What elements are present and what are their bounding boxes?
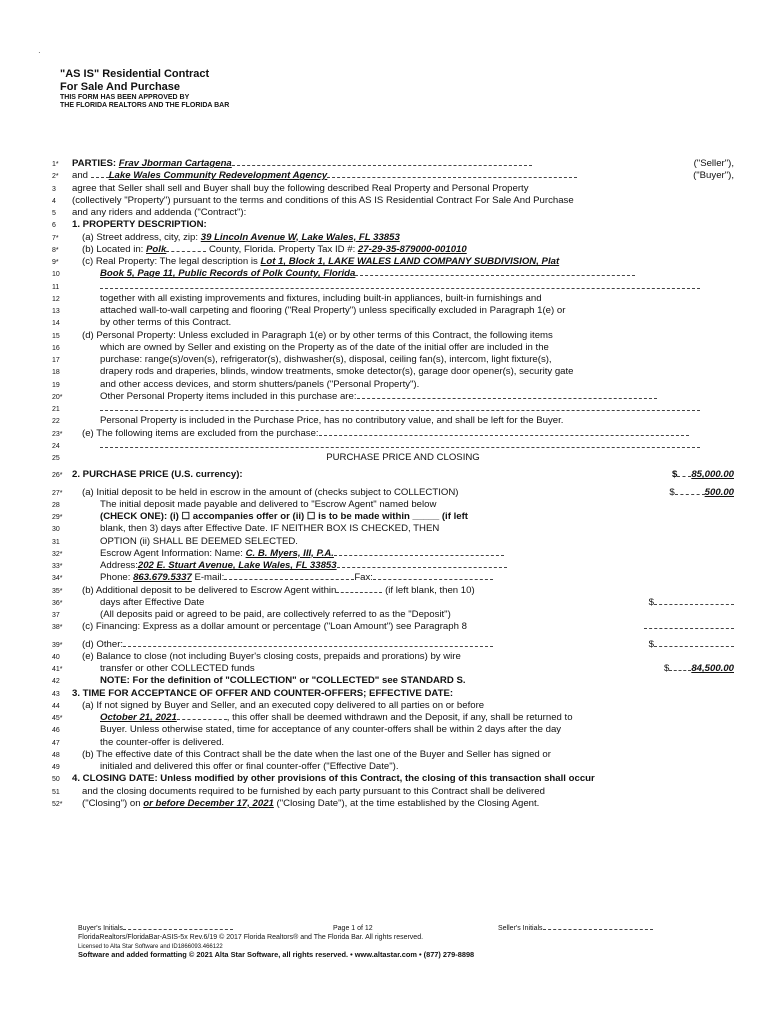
escrow-agent-phone[interactable]: 863.679.5337 (133, 572, 192, 584)
line-23: 23* (e) The following items are excluded from the purchase: (52, 428, 734, 440)
page-footer (78, 925, 698, 960)
software-notice: Software and added formatting © 2021 Alta Star Software, all rights reserved. • www.altastar.com • (877) 279-8898 (78, 950, 475, 959)
line-42: 42 NOTE: For the definition of "COLLECTION" or "COLLECTED" see STANDARD S. (52, 675, 466, 687)
offer-deadline[interactable]: October 21, 2021 (100, 712, 177, 723)
street-address[interactable]: 39 Lincoln Avenue W, Lake Wales, FL 33853 (200, 231, 400, 243)
line-15: 15 (d) Personal Property: Unless excluded in Paragraph 1(e) or by other terms of this Contract, the following items (52, 329, 553, 341)
line-52: 52* ("Closing") on or before December 17, 2021 ("Closing Date"), at the time established by the Closing Agent. (52, 797, 540, 809)
approval-line-2: THE FLORIDA REALTORS AND THE FLORIDA BAR (60, 102, 230, 109)
line-36: 36* days after Effective Date $ (52, 597, 734, 609)
line-13: 13 attached wall-to-wall carpeting and flooring ("Real Property") unless specifically excluded in Paragraph 1(e) or (52, 305, 566, 316)
line-49: 49 initialed and delivered this offer or final counter-offer ("Effective Date"). (52, 761, 399, 772)
line-40: 40 (e) Balance to close (not including Buyer's closing costs, prepaids and prorations) by wire (52, 650, 461, 662)
initial-deposit[interactable]: 500.00 (704, 486, 734, 498)
line-31: 31 OPTION (ii) SHALL BE DEEMED SELECTED. (52, 535, 298, 547)
line-5: 5 and any riders and addenda ("Contract"): (52, 207, 247, 218)
line-20: 20* Other Personal Property items included in this purchase are: (52, 391, 734, 403)
escrow-agent-name[interactable]: C. B. Myers, III, P.A. (245, 547, 334, 559)
legal-description-cont[interactable]: Book 5, Page 11, Public Records of Polk County, Florida (100, 268, 356, 280)
line-7: 7* (a) Street address, city, zip: 39 Lincoln Avenue W, Lake Wales, FL 33853 (52, 231, 400, 243)
line-34: 34* Phone: 863.679.5337 E-mail: Fax: (52, 572, 734, 584)
line-6: 6 1. PROPERTY DESCRIPTION: (52, 219, 734, 231)
line-21: 21 (52, 403, 734, 415)
closing-date[interactable]: or before December 17, 2021 (143, 797, 274, 809)
line-32: 32* Escrow Agent Information: Name: C. B. Myers, III, P.A. (52, 548, 734, 560)
form-subtitle: For Sale And Purchase (60, 81, 181, 93)
line-14: 14 by other terms of this Contract. (52, 317, 232, 329)
section-4-heading: 4. CLOSING DATE: Unless modified by other provisions of this Contract, the closing of this transaction shall occur (72, 773, 595, 785)
form-title: "AS IS" Residential Contract (60, 68, 210, 80)
line-3: 3 agree that Seller shall sell and Buyer shall buy the following described Real Property and Personal Property (52, 182, 529, 194)
line-2: 2* and Lake Wales Community Redevelopment Agency ("Buyer"), (52, 170, 734, 182)
form-revision: FloridaRealtors/FloridaBar-ASIS-5x Rev.6/19 © 2017 Florida Realtors® and The Florida Bar. All rights reserved. (78, 934, 424, 941)
purchase-price-heading: PURCHASE PRICE AND CLOSING (326, 452, 480, 463)
line-26: 26* 2. PURCHASE PRICE (U.S. currency): $ 85,000.00 (52, 469, 734, 481)
line-11: 11 (52, 281, 734, 293)
county[interactable]: Polk (146, 243, 167, 255)
line-9: 9* (c) Real Property: The legal description is Lot 1, Block 1, LAKE WALES LAND COMPANY SUBDIVISION, Plat (52, 256, 560, 267)
line-48: 48 (b) The effective date of this Contract shall be the date when the last one of the Buyer and Seller has signed or (52, 748, 551, 760)
line-51: 51 and the closing documents required to be furnished by each party pursuant to this Contract shall be delivered (52, 785, 545, 797)
line-47: 47 the counter-offer is delivered. (52, 736, 225, 748)
tax-id[interactable]: 27-29-35-879000-001010 (357, 243, 467, 255)
line-39: 39* (d) Other: $ (52, 639, 734, 651)
scan-mark: · (38, 48, 41, 57)
line-33: 33* Address:202 E. Stuart Avenue, Lake Wales, FL 33853 (52, 560, 734, 572)
deposit-check-options[interactable]: (CHECK ONE): (i) ☐ accompanies offer or (ii) ☐ is to be made within _____ (if left (100, 511, 468, 522)
buyer-name[interactable]: Lake Wales Community Redevelopment Agency (108, 170, 328, 182)
license-line: Licensed to Alta Star Software and ID1866093.466122 (78, 943, 223, 950)
balance-to-close[interactable]: 84,500.00 (691, 663, 734, 674)
line-25: 25 PURCHASE PRICE AND CLOSING (52, 452, 734, 464)
line-16: 16 which are owned by Seller and existing on the Property as of the date of the initial offer are included in the (52, 341, 549, 353)
line-29: 29* (CHECK ONE): (i) ☐ accompanies offer or (ii) ☐ is to be made within _____ (if left (52, 511, 734, 523)
legal-description[interactable]: Lot 1, Block 1, LAKE WALES LAND COMPANY SUBDIVISION, Plat (260, 256, 560, 267)
line-38: 38* (c) Financing: Express as a dollar amount or percentage ("Loan Amount") see Paragraph 8 (52, 621, 734, 633)
line-27: 27* (a) Initial deposit to be held in escrow in the amount of (checks subject to COLLECTION) $ 500.00 (52, 486, 734, 498)
line-10: 10 Book 5, Page 11, Public Records of Polk County, Florida (52, 268, 734, 280)
line-24: 24 (52, 440, 734, 452)
seller-name[interactable]: Frav Jborman Cartagena (118, 158, 232, 169)
line-35: 35* (b) Additional deposit to be delivered to Escrow Agent within (if left blank, then 10) (52, 584, 475, 596)
line-22: 22 Personal Property is included in the Purchase Price, has no contributory value, and shall be left for the Buyer. (52, 415, 564, 427)
line-44: 44 (a) If not signed by Buyer and Seller, and an executed copy delivered to all parties on or before (52, 699, 485, 711)
line-37: 37 (All deposits paid or agreed to be paid, are collectively referred to as the "Deposit") (52, 609, 451, 620)
line-41: 41* transfer or other COLLECTED funds $ 84,500.00 (52, 663, 734, 674)
line-50: 50 4. CLOSING DATE: Unless modified by other provisions of this Contract, the closing of this transaction shall occur (52, 773, 734, 785)
line-17: 17 purchase: range(s)/oven(s), refrigerator(s), dishwasher(s), disposal, ceiling fan(s), intercom, light fixture(s), (52, 354, 552, 365)
form-header (60, 68, 229, 110)
buyer-initials[interactable]: Buyer's Initials (78, 925, 233, 932)
section-1-heading: 1. PROPERTY DESCRIPTION: (72, 219, 207, 231)
line-45: 45* October 21, 2021 , this offer shall be deemed withdrawn and the Deposit, if any, shall be returned to (52, 712, 573, 723)
line-4: 4 (collectively "Property") pursuant to the terms and conditions of this AS IS Residential Contract For Sale And Purchase (52, 194, 574, 206)
purchase-price[interactable]: 85,000.00 (691, 469, 734, 481)
line-18: 18 drapery rods and draperies, blinds, window treatments, smoke detector(s), garage door opener(s), security gate (52, 366, 574, 378)
line-43: 43 3. TIME FOR ACCEPTANCE OF OFFER AND COUNTER-OFFERS; EFFECTIVE DATE: (52, 688, 734, 700)
line-19: 19 and other access devices, and storm shutters/panels ("Personal Property"). (52, 378, 420, 390)
line-46: 46 Buyer. Unless otherwise stated, time for acceptance of any counter-offers shall be within 2 days after the day (52, 724, 562, 736)
section-3-heading: 3. TIME FOR ACCEPTANCE OF OFFER AND COUNTER-OFFERS; EFFECTIVE DATE: (72, 687, 454, 699)
line-8: 8* (b) Located in: Polk County, Florida. Property Tax ID #: 27-29-35-879000-001010 (52, 243, 467, 255)
contract-body (52, 158, 734, 810)
line-12: 12 together with all existing improvements and fixtures, including built-in appliances, built-in furnishings and (52, 292, 542, 304)
line-1: 1* PARTIES: Frav Jborman Cartagena ("Seller"), (52, 158, 734, 169)
approval-line-1: THIS FORM HAS BEEN APPROVED BY (60, 94, 190, 101)
page-number: Page 1 of 12 (333, 925, 373, 932)
line-30: 30 blank, then 3) days after Effective Date. IF NEITHER BOX IS CHECKED, THEN (52, 523, 440, 535)
seller-initials[interactable]: Seller's Initials (498, 925, 653, 934)
line-28: 28 The initial deposit made payable and delivered to "Escrow Agent" named below (52, 498, 437, 510)
escrow-agent-address[interactable]: 202 E. Stuart Avenue, Lake Wales, FL 33853 (137, 560, 337, 571)
